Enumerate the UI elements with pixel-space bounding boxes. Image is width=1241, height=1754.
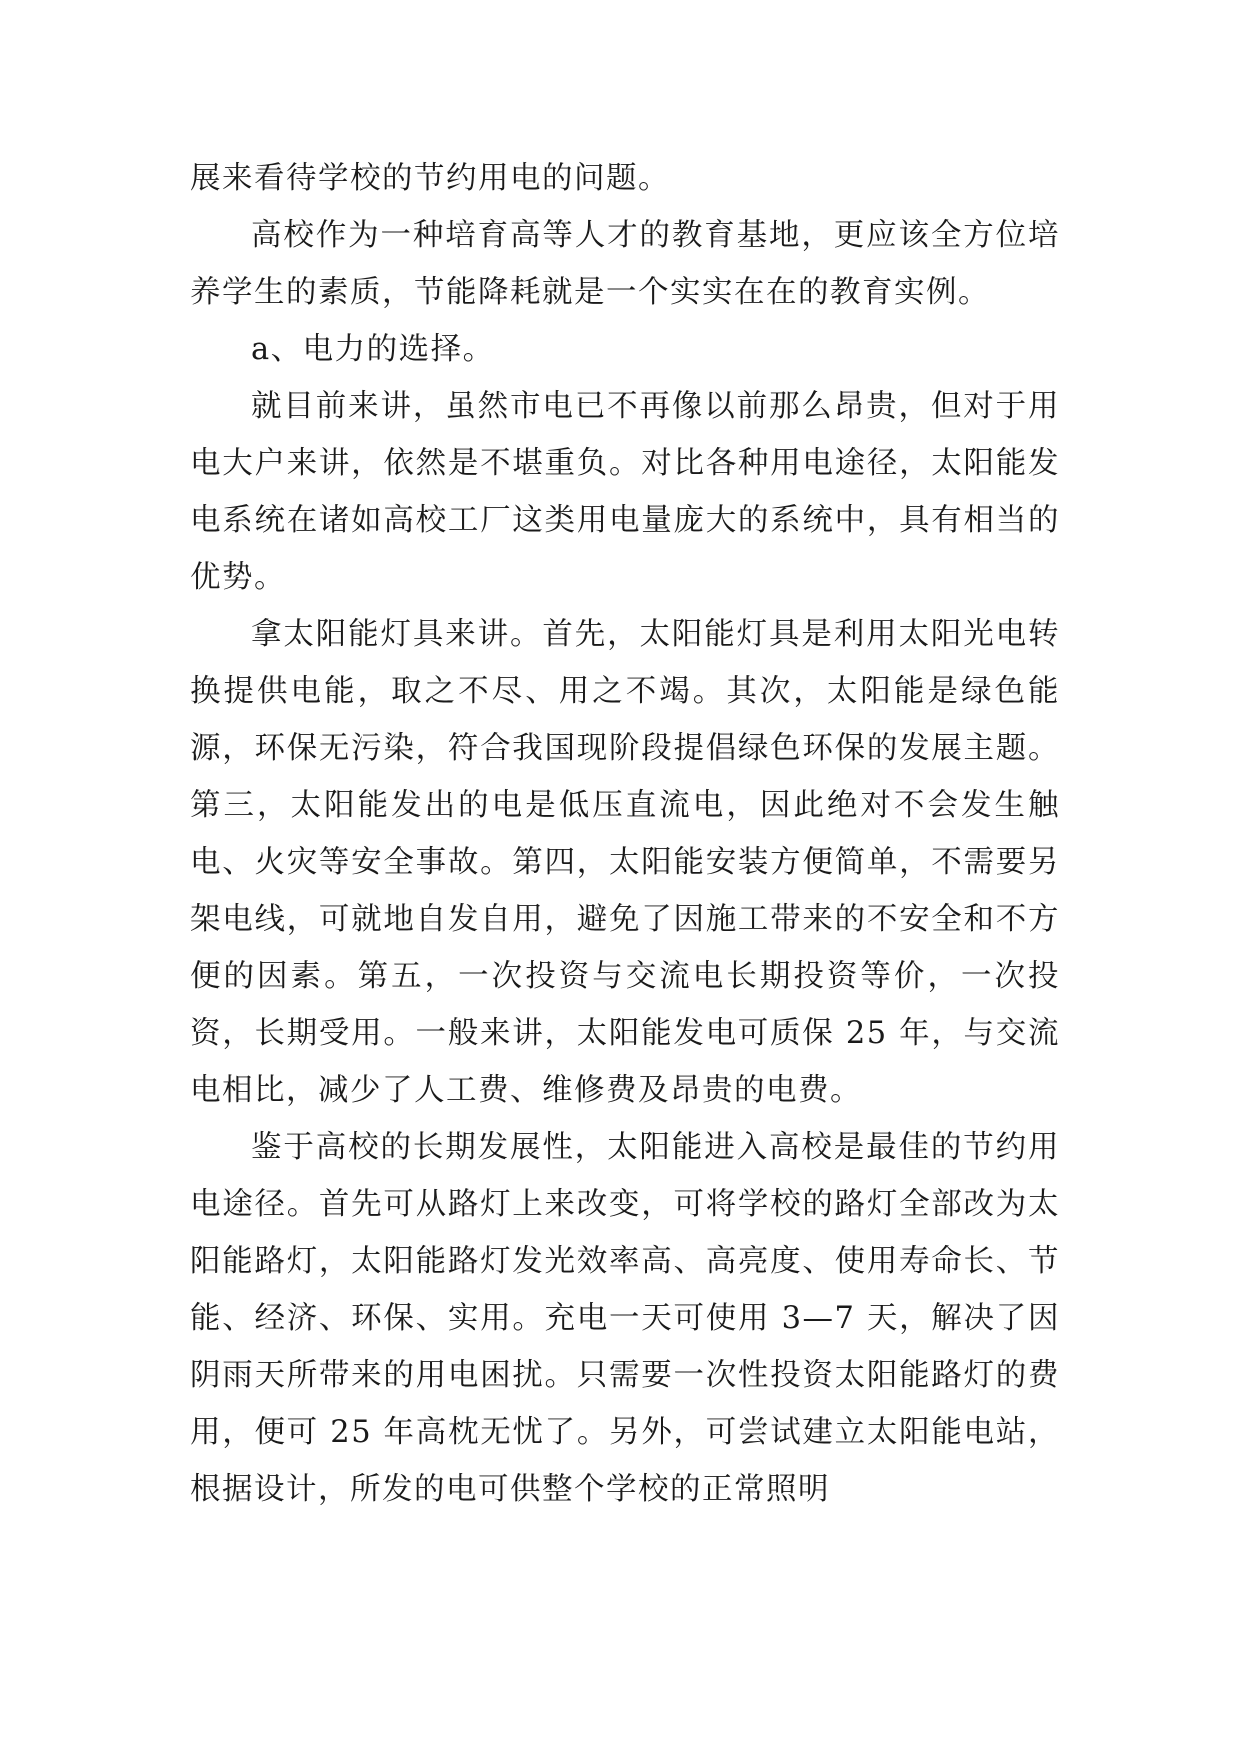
paragraph-2: 高校作为一种培育高等人才的教育基地，更应该全方位培养学生的素质，节能降耗就是一个实实在在的教育实例。 <box>190 218 1060 310</box>
paragraph-4: 就目前来讲，虽然市电已不再像以前那么昂贵，但对于用电大户来讲，依然是不堪重负。对比各种用电途径，太阳能发电系统在诸如高校工厂这类用电量庞大的系统中，具有相当的优势。 <box>190 389 1060 595</box>
paragraph-3-heading: a、电力的选择。 <box>251 332 495 367</box>
paragraph-6: 鉴于高校的长期发展性，太阳能进入高校是最佳的节约用电途径。首先可从路灯上来改变，可将学校的路灯全部改为太阳能路灯，太阳能路灯发光效率高、高亮度、使用寿命长、节能、经济、环保、实用。充电一天可使用 3—7 天，解决了因阴雨天所带来的用电困扰。只需要一次性投资太阳能路灯的费用，便可 25 年高枕无忧了。另外，可尝试建立太阳能电站，根据设计，所发的电可供整个学校的正常照明 <box>190 1130 1060 1507</box>
paragraph-1: 展来看待学校的节约用电的问题。 <box>190 161 670 196</box>
body-text <box>190 150 1060 1518</box>
paragraph-5: 拿太阳能灯具来讲。首先，太阳能灯具是利用太阳光电转换提供电能，取之不尽、用之不竭。其次，太阳能是绿色能源，环保无污染，符合我国现阶段提倡绿色环保的发展主题。第三，太阳能发出的电是低压直流电，因此绝对不会发生触电、火灾等安全事故。第四，太阳能安装方便简单，不需要另架电线，可就地自发自用，避免了因施工带来的不安全和不方便的因素。第五，一次投资与交流电长期投资等价，一次投资，长期受用。一般来讲，太阳能发电可质保 25 年，与交流电相比，减少了人工费、维修费及昂贵的电费。 <box>190 617 1060 1108</box>
